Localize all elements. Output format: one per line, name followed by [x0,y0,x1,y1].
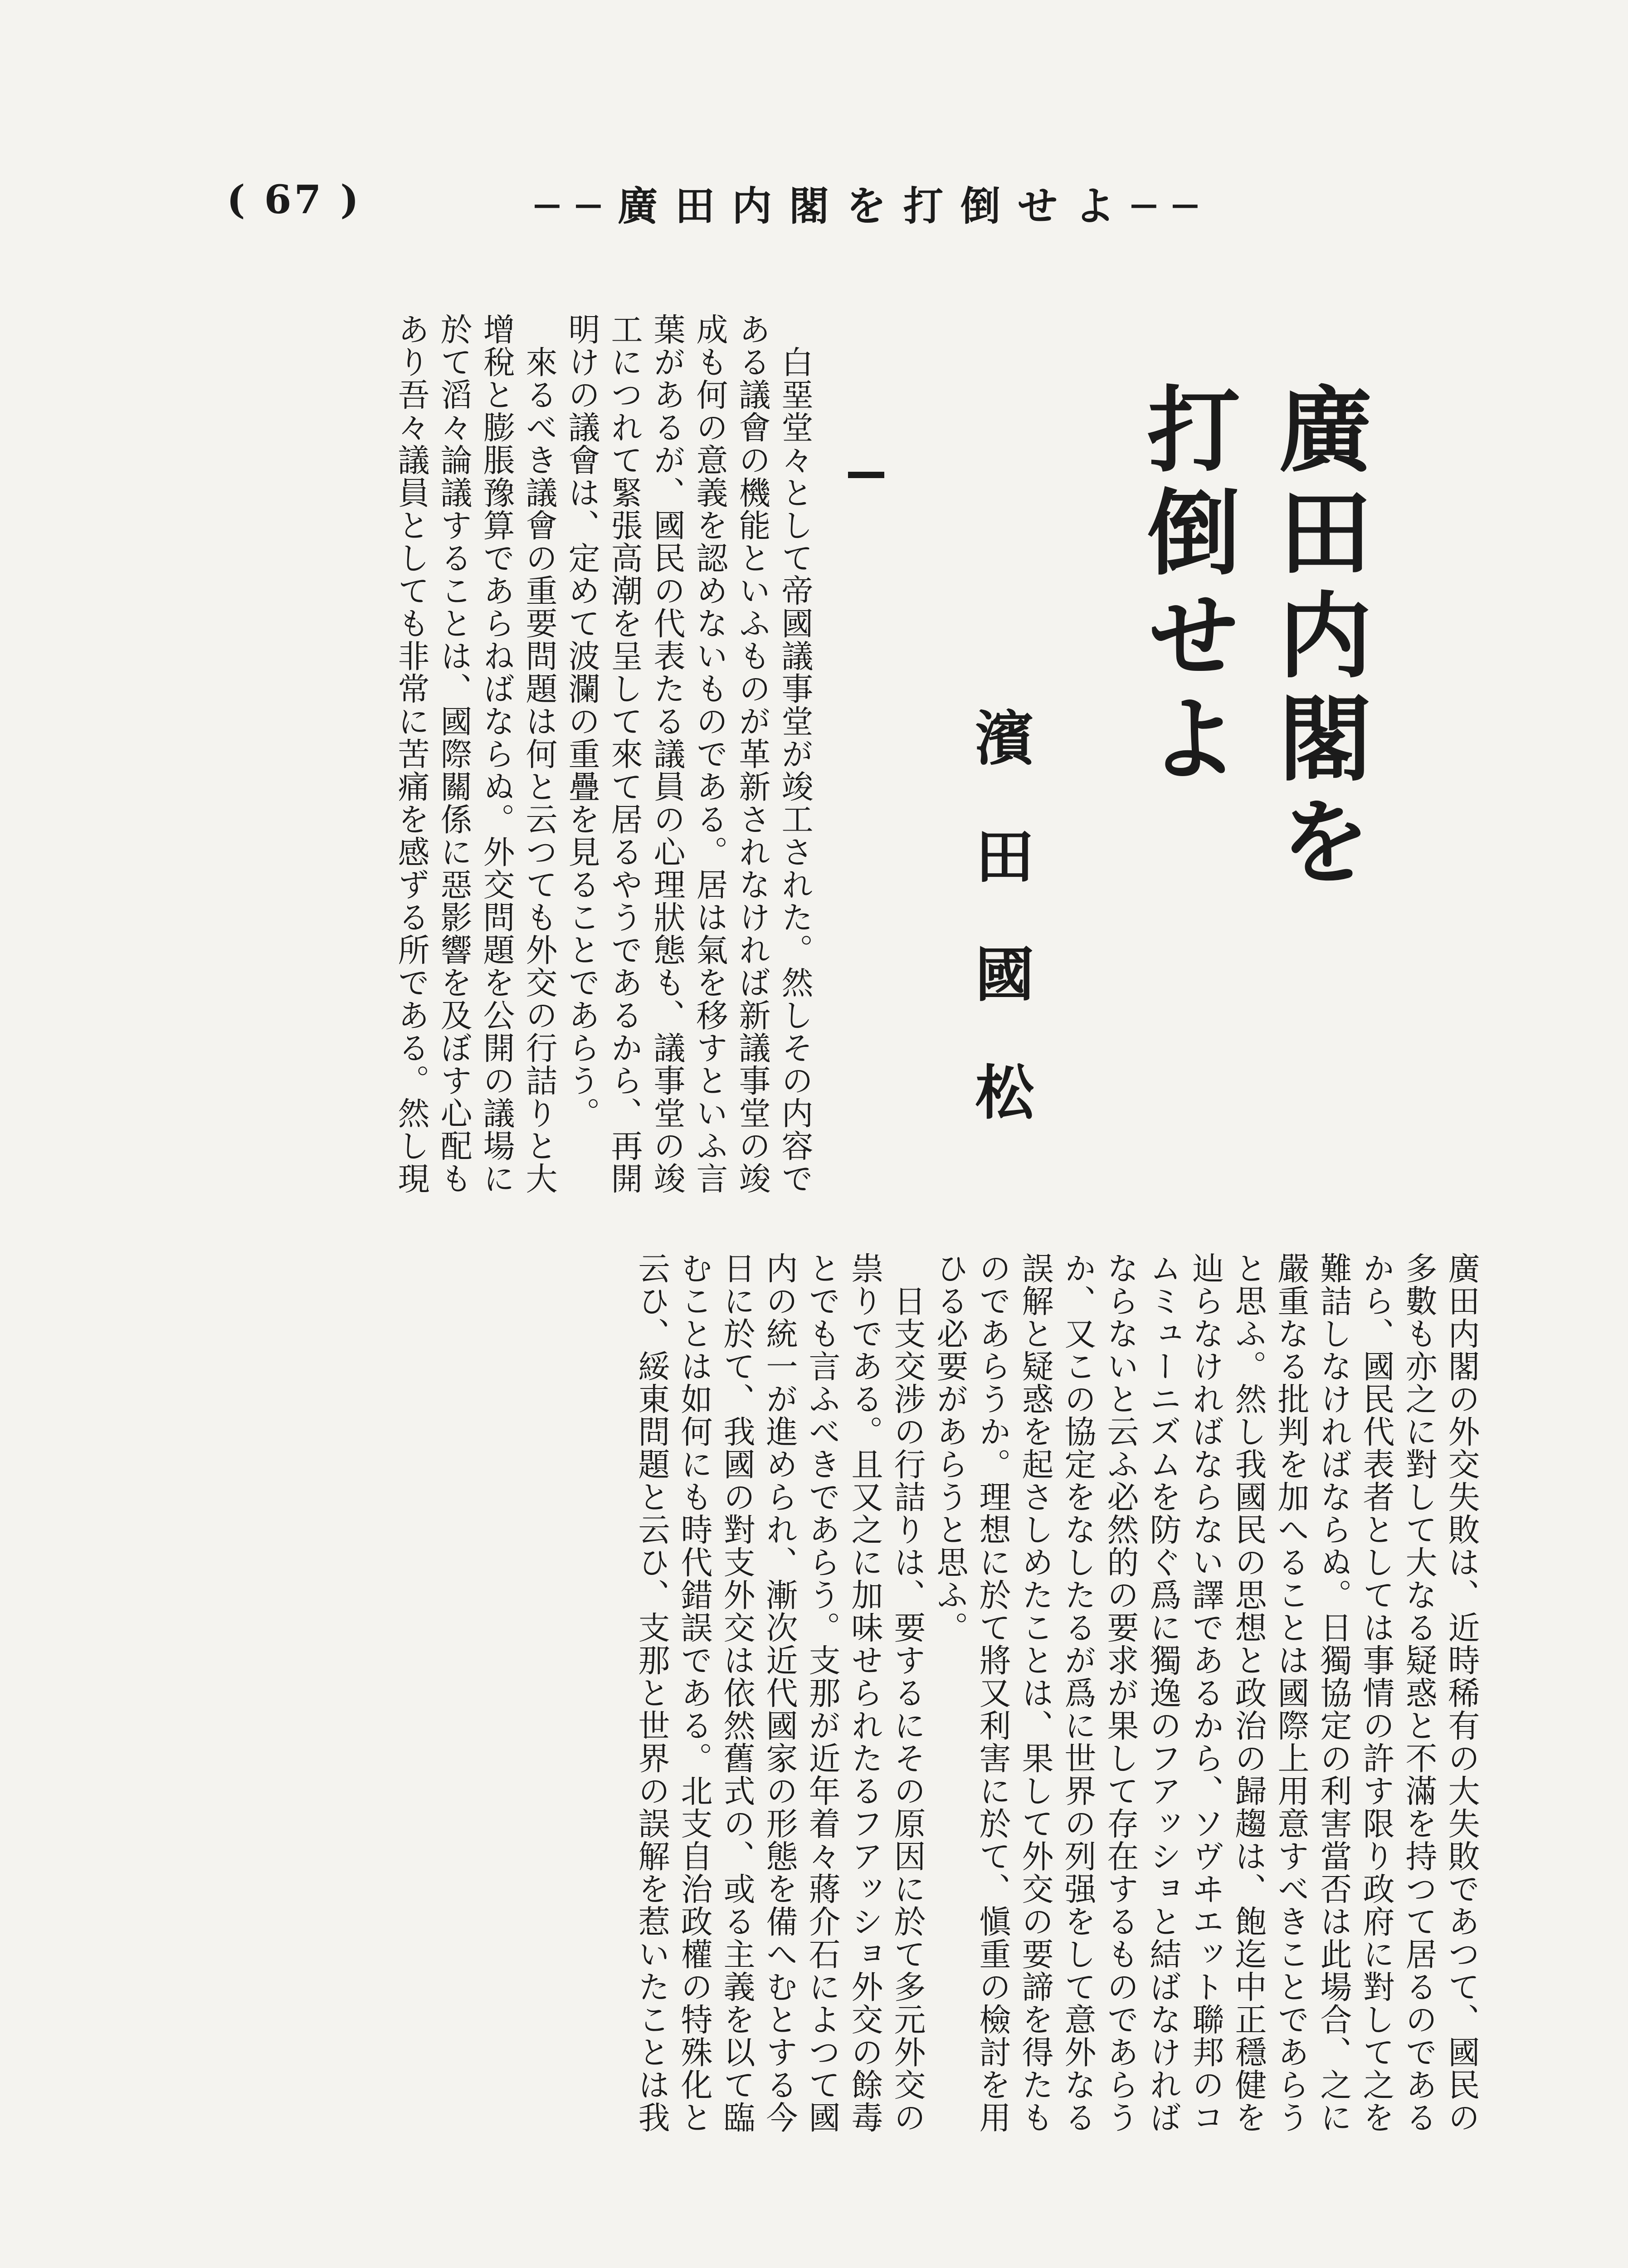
page-number: ( 67 ) [227,177,361,223]
body-text-upper: 白堊堂々として帝國議事堂が竣工された。然しその内容で ある議會の機能といふものが革新されなければ新議事堂の竣 成も何の意義を認めないものである。居は氣を移すといふ言 葉があるが、國民の代表たる議員の心理狀態も、議事堂の竣 工につれて緊張高潮を呈して來て居るやうであるから、再開 明けの議會は、定めて波瀾の重疊を見ることであらう。 來るべき議會の重要問題は何と云つても外交の行詰りと大 增稅と膨脹豫算であらねばならぬ。外交問題を公開の議場に 於て滔々論議することは、國際關係に惡影響を及ぼす心配も あり吾々議員としても非常に苦痛を感ずる所である。然し現 [393,313,814,1195]
section-number-marker [848,472,884,478]
article-author: 濱田國松 [965,708,1035,1179]
article-title: 廣田内閣を 打倒せよ [1131,381,1372,896]
running-header-title: ──廣田内閣を打倒せよ── [535,182,1214,230]
body-text-lower: 廣田内閣の外交失敗は、近時稀有の大失敗であつて、國民の 多數も亦之に對して大なる疑惑と不滿を持つて居るのである から、國民代表者としては事情の許す限り政府に對して之を 難詰しなければならぬ。日獨協定の利害當否は此場合、之に 嚴重なる批判を加へることは國際上用意すべきことであらう と思ふ。然し我國民の思想と政治の歸趨は、飽迄中正穩健を 辿らなければならない譯であるから、ソヴヰエット聯邦のコ ムミューニズムを防ぐ爲に獨逸のフアッショと結ばなければ ならないと云ふ必然的の要求が果して存在するものであらう か、又この協定をなしたるが爲に世界の列强をして意外なる 誤解と疑惑を起さしめたことは、果して外交の要諦を得たも のであらうか。理想に於て將又利害に於て、愼重の檢討を用 ひる必要があらうと思ふ。 日支交涉の行詰りは、要するにその原因に於て多元外交の 祟りである。且又之に加味せられたるフアッショ外交の餘毒 とでも言ふべきであらう。支那が近年着々蔣介石によつて國 内の統一が進められ、漸次近代國家の形態を備へむとする今 日に於て、我國の對支外交は依然舊式の、或る主義を以て臨 むことは如何にも時代錯誤である。北支自治政權の特殊化と 云ひ、綏東問題と云ひ、支那と世界の誤解を惹いたことは我 [633,1252,1480,2134]
